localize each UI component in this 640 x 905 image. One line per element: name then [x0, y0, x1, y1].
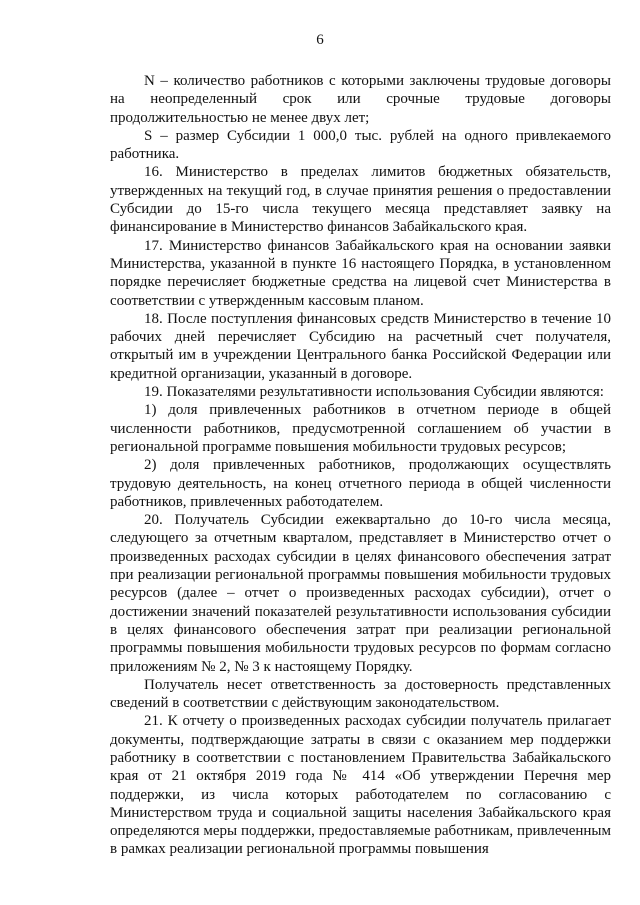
paragraph-19-item-2: 2) доля привлеченных работников, продолжающих осуществлять трудовую деятельность, на конец отчетного периода в общей численности работников, привлеченных работодателем. [110, 457, 611, 510]
paragraph-18: 18. После поступления финансовых средств Министерство в течение 10 рабочих дней перечисляет Субсидию на расчетный счет получателя, открытый им в учреждении Центрального банка Российской Федерации или кредитной организации, указанный в договоре. [110, 310, 611, 382]
paragraph-20: 20. Получатель Субсидии ежеквартально до 10-го числа месяца, следующего за отчетным кварталом, представляет в Министерство отчет о произведенных расходах субсидии в целях финансового обеспечения затрат при реализации региональной программы повышения мобильности трудовых ресурсов (далее – отчет о произведенных расходах субсидии), отчет о достижении значений показателей результативности использования субсидии в целях финансового обеспечения затрат при реализации региональной программы повышения мобильности трудовых ресурсов по формам согласно приложениям № 2, № 3 к настоящему Порядку. [110, 512, 611, 675]
paragraph-16: 16. Министерство в пределах лимитов бюджетных обязательств, утвержденных на текущий год, в случае принятия решения о предоставлении Субсидии до 15-го числа текущего месяца представляет заявку на финансирование в Министерство финансов Забайкальского края. [110, 164, 611, 236]
page-number: 6 [316, 32, 324, 48]
paragraph-19: 19. Показателями результативности использования Субсидии являются: [144, 384, 604, 401]
paragraph-n-definition: N – количество работников с которыми заключены трудовые договоры на неопределенный срок или срочные трудовые договоры продолжительностью не менее двух лет; [110, 73, 611, 126]
paragraph-s-definition: S – размер Субсидии 1 000,0 тыс. рублей на одного привлекаемого работника. [110, 127, 611, 163]
document-body [110, 72, 611, 859]
paragraph-21: 21. К отчету о произведенных расходах субсидии получатель прилагает документы, подтверждающие затраты в связи с оказанием мер поддержки работнику в соответствии с постановлением Правительства Забайкальского края от 21 октября 2019 года № 414 «Об утверждении Перечня мер поддержки, из числа которых работодателем по согласованию с Министерством труда и социальной защиты населения Забайкальского края определяются меры поддержки, предоставляемые работникам, привлеченным в рамках реализации региональной программы повышения [110, 713, 611, 858]
paragraph-19-item-1: 1) доля привлеченных работников в отчетном периоде в общей численности работников, предусмотренной соглашением об участии в региональной программе повышения мобильности трудовых ресурсов; [110, 402, 611, 455]
paragraph-responsibility: Получатель несет ответственность за достоверность представленных сведений в соответствии с действующим законодательством. [110, 676, 611, 712]
paragraph-17: 17. Министерство финансов Забайкальского края на основании заявки Министерства, указанной в пункте 16 настоящего Порядка, в установленном порядке перечисляет бюджетные средства на лицевой счет Министерства в соответствии с утвержденным кассовым планом. [110, 237, 611, 309]
